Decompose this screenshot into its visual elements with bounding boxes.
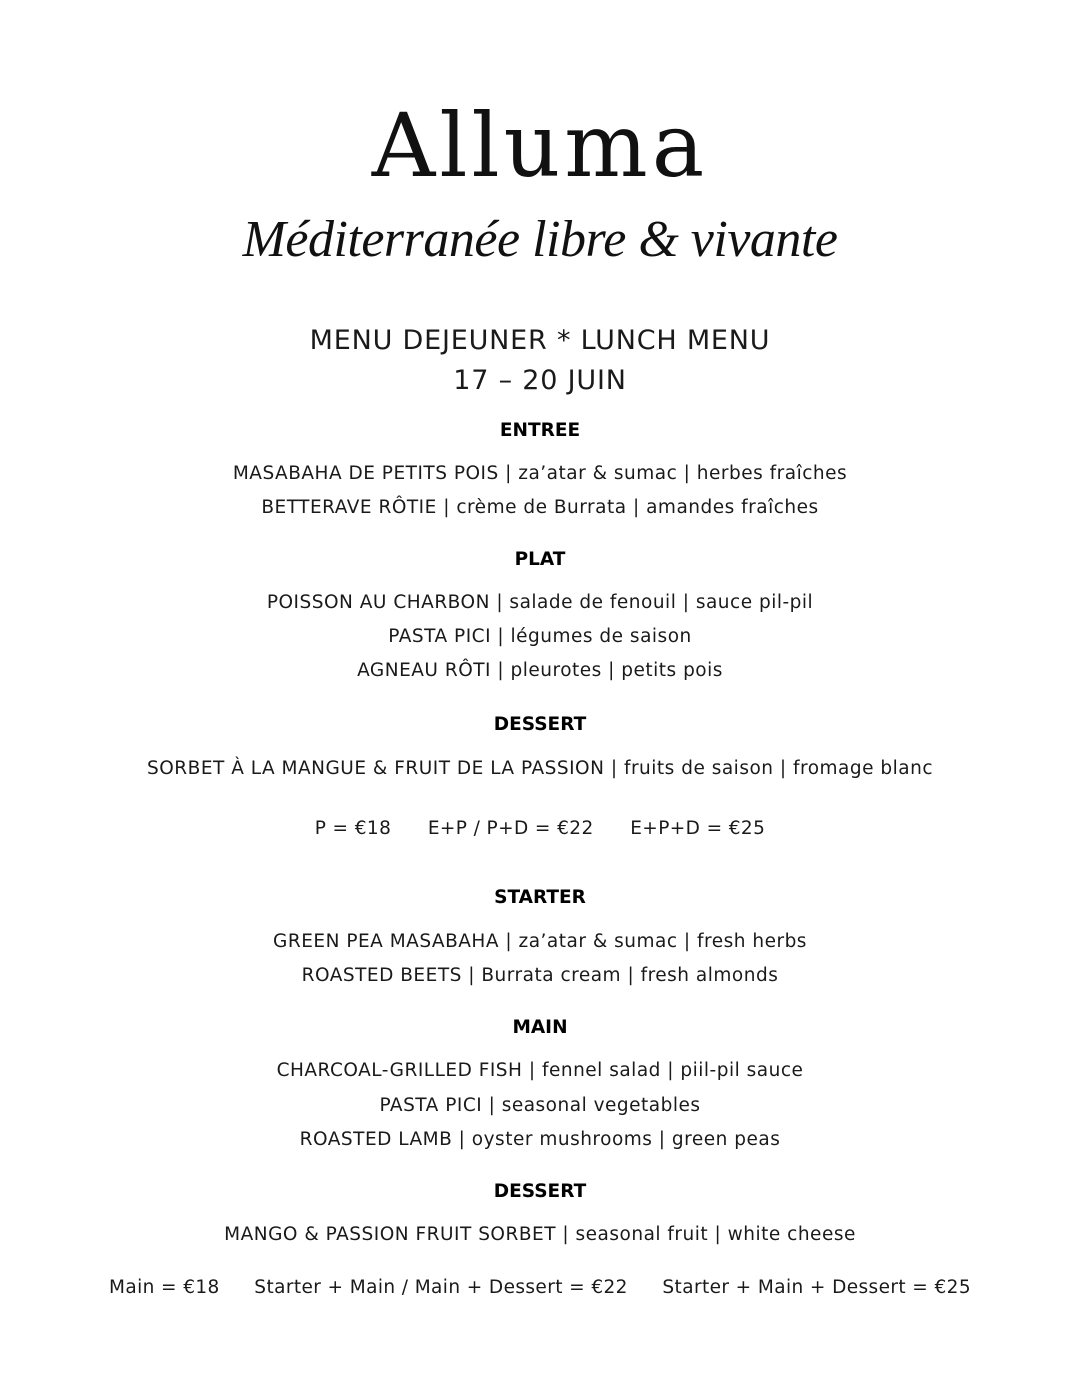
menu-item: GREEN PEA MASABAHA | za’atar & sumac | fresh herbs <box>273 931 807 952</box>
section-heading-dessert-fr: DESSERT <box>493 714 587 735</box>
menu-item: MASABAHA DE PETITS POIS | za’atar & sumac | herbes fraîches <box>232 463 848 484</box>
menu-item: POISSON AU CHARBON | salade de fenouil | sauce pil-pil <box>266 592 814 613</box>
price-line-en <box>0 1276 1080 1300</box>
price-option: E+P+D = €25 <box>630 818 766 839</box>
menu-item: ROASTED LAMB | oyster mushrooms | green peas <box>299 1129 781 1150</box>
section-heading-main: MAIN <box>512 1017 568 1038</box>
menu-item: CHARCOAL-GRILLED FISH | fennel salad | piil-pil sauce <box>276 1060 804 1081</box>
section-heading-entree: ENTREE <box>499 420 581 441</box>
menu-title: MENU DEJEUNER * LUNCH MENU <box>309 325 771 356</box>
price-line-fr <box>0 817 1080 841</box>
menu-item: MANGO & PASSION FRUIT SORBET | seasonal fruit | white cheese <box>224 1224 856 1245</box>
section-heading-dessert-en: DESSERT <box>493 1181 587 1202</box>
menu-item: SORBET À LA MANGUE & FRUIT DE LA PASSION | fruits de saison | fromage blanc <box>146 758 934 779</box>
price-option: E+P / P+D = €22 <box>427 818 594 839</box>
menu-item: BETTERAVE RÔTIE | crème de Burrata | amandes fraîches <box>261 497 819 518</box>
price-option: Starter + Main + Dessert = €25 <box>662 1277 971 1298</box>
brand-logo: Alluma <box>371 94 709 197</box>
menu-item: PASTA PICI | légumes de saison <box>388 626 692 647</box>
price-option: Starter + Main / Main + Dessert = €22 <box>254 1277 628 1298</box>
price-option: P = €18 <box>314 818 392 839</box>
price-option: Main = €18 <box>108 1277 220 1298</box>
section-heading-plat: PLAT <box>514 549 566 570</box>
menu-item: AGNEAU RÔTI | pleurotes | petits pois <box>357 660 723 681</box>
menu-item: PASTA PICI | seasonal vegetables <box>379 1095 701 1116</box>
brand-tagline: Méditerranée libre & vivante <box>242 211 838 268</box>
section-heading-starter: STARTER <box>494 887 586 908</box>
menu-dates: 17 – 20 JUIN <box>453 365 627 396</box>
menu-item: ROASTED BEETS | Burrata cream | fresh almonds <box>301 965 779 986</box>
